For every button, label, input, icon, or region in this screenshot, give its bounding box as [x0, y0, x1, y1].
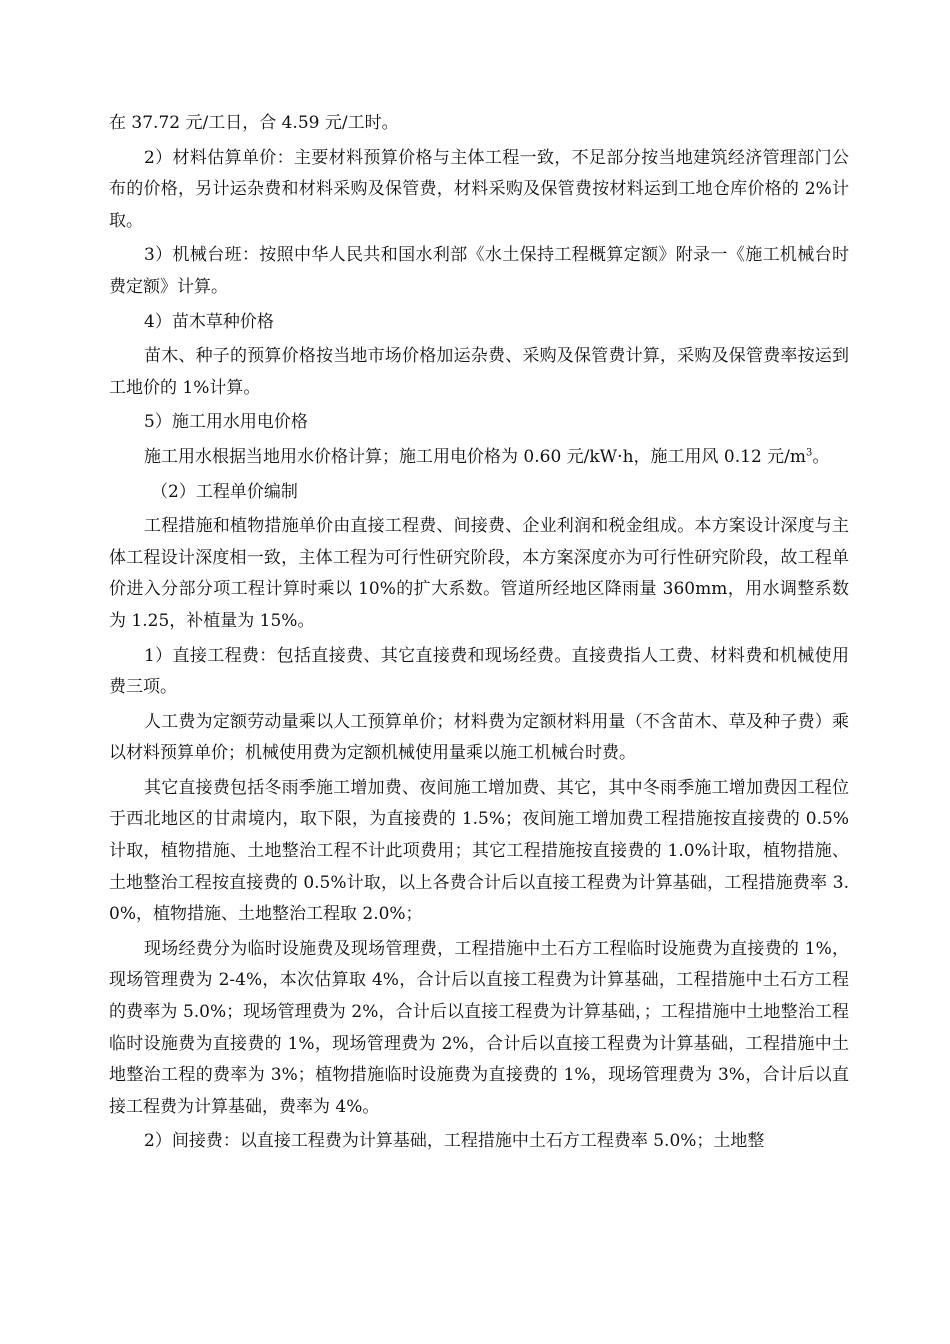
cubic-superscript: 3 [806, 447, 813, 459]
paragraph-material-price: 2）材料估算单价：主要材料预算价格与主体工程一致，不足部分按当地建筑经济管理部门公布的价格，另计运杂费和材料采购及保管费，材料采购及保管费按材料运到工地仓库价格的 2%计取。 [109, 147, 849, 231]
paragraph-labor-material-machine: 人工费为定额劳动量乘以人工预算单价；材料费为定额材料用量（不含苗木、草及种子费）乘以材料预算单价；机械使用费为定额机械使用量乘以施工机械台时费。 [109, 711, 849, 764]
paragraph-direct-engineering-cost: 1）直接工程费：包括直接费、其它直接费和现场经费。直接费指人工费、材料费和机械使用费三项。 [109, 645, 849, 698]
paragraph-site-expenses: 现场经费分为临时设施费及现场管理费，工程措施中土石方工程临时设施费为直接费的 1%，现场管理费为 2-4%，本次估算取 4%，合计后以直接工程费为计算基础，工程措施中土石方工程的费率为 5.0%；现场管理费为 2%，合计后以直接工程费为计算基础，；工程措施中土地整治工程临时设施费为直接费的 1%，现场管理费为 2%，合计后以直接工程费为计算基础，工程措施中土地整治工程的费率为 3%；植物措施临时设施费为直接费的 1%，现场管理费为 3%，合计后以直接工程费为计算基础，费率为 4%。 [109, 938, 849, 1117]
paragraph-labor-rate-tail: 在 37.72 元/工日，合 4.59 元/工时。 [109, 113, 399, 133]
heading-water-power-price: 5）施工用水用电价格 [144, 412, 308, 433]
heading-unit-price-compilation: （2）工程单价编制 [151, 481, 298, 502]
paragraph-indirect-cost: 2）间接费：以直接工程费为计算基础，工程措施中土石方工程费率 5.0%；土地整 [144, 1131, 765, 1152]
document-body [109, 108, 849, 1161]
paragraph-seedling-price: 苗木、种子的预算价格按当地市场价格加运杂费、采购及保管费计算，采购及保管费率按运到工地价的 1%计算。 [109, 346, 849, 398]
paragraph-machine-shift: 3）机械台班：按照中华人民共和国水利部《水土保持工程概算定额》附录一《施工机械台时费定额》计算。 [109, 245, 849, 297]
water-power-text: 施工用水根据当地用水价格计算；施工用电价格为 0.60 元/kW·h，施工用风 0.12 元/m [144, 446, 807, 467]
heading-seedling-price: 4）苗木草种价格 [144, 311, 274, 332]
paragraph-water-power-price [109, 442, 849, 474]
water-power-tail: 。 [812, 446, 830, 467]
paragraph-other-direct-cost: 其它直接费包括冬雨季施工增加费、夜间施工增加费、其它，其中冬雨季施工增加费因工程位于西北地区的甘肃境内，取下限，为直接费的 1.5%；夜间施工增加费工程措施按直接费的 0.5%计取，植物措施、土地整治工程不计此项费用；其它工程措施按直接费的 1.0%计取，植物措施、土地整治工程按直接费的 0.5%计取，以上各费合计后以直接工程费为计算基础，工程措施费率 3.0%，植物措施、土地整治工程取 2.0%； [109, 777, 849, 925]
paragraph-unit-price-composition: 工程措施和植物措施单价由直接工程费、间接费、企业利润和税金组成。本方案设计深度与主体工程设计深度相一致，主体工程为可行性研究阶段，本方案深度亦为可行性研究阶段，故工程单价进入分部分项工程计算时乘以 10%的扩大系数。管道所经地区降雨量 360mm，用水调整系数为 1.25，补植量为 15%。 [109, 516, 849, 631]
